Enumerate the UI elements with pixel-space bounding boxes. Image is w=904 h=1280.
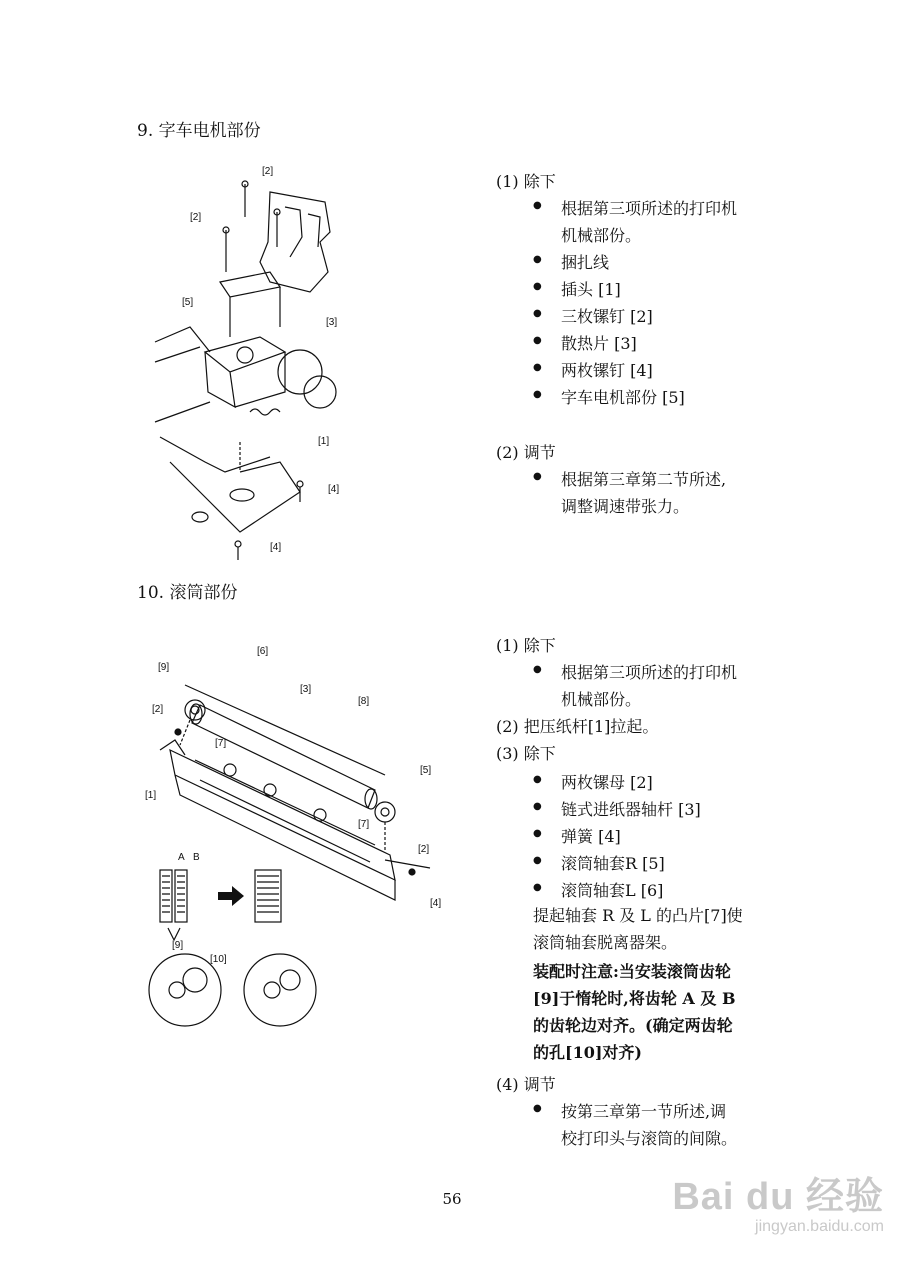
s10-step4-bullet: ● 按第三章第一节所述,调	[533, 1099, 698, 1122]
s10-step3-note-line1: 提起轴套 R 及 L 的凸片[7]使	[533, 906, 743, 925]
platen-figure	[140, 640, 450, 1035]
section-10-heading: 10. 滚筒部份	[137, 583, 238, 603]
section-9-heading: 9. 字车电机部份	[137, 121, 261, 141]
fig10-label-5: [5]	[420, 765, 432, 776]
fig10-label-4: [4]	[430, 898, 442, 909]
s9-step1-bullet-6: ● 两枚镙钉 [4]	[533, 358, 625, 381]
fig10-label-B: B	[193, 852, 200, 863]
fig10-label-3: [3]	[300, 684, 312, 695]
fig9-label-4b: [4]	[270, 542, 282, 553]
s10-assembly-note-line4: 的孔[10]对齐)	[533, 1043, 642, 1062]
fig9-label-3: [3]	[326, 317, 338, 328]
s9-step1-bullet-4: ● 三枚镙钉 [2]	[533, 304, 625, 327]
s10-step1-bullet-cont: 机械部份。	[561, 690, 642, 709]
fig10-label-A: A	[178, 852, 185, 863]
s9-step1-bullet-1-cont: 机械部份。	[561, 226, 642, 245]
s10-step-2: (2) 把压纸杆[1]拉起。	[496, 717, 659, 736]
s10-step1-bullet: ● 根据第三项所述的打印机	[533, 660, 709, 683]
s10-assembly-note-line1: 装配时注意:当安装滚筒齿轮	[533, 962, 731, 981]
fig10-label-10: [10]	[210, 954, 227, 965]
fig10-label-6: [6]	[257, 646, 269, 657]
s10-assembly-note-line3: 的齿轮边对齐。(确定两齿轮	[533, 1016, 733, 1035]
fig10-label-7a: [7]	[215, 738, 227, 749]
fig10-label-2a: [2]	[152, 704, 164, 715]
fig10-label-2b: [2]	[418, 844, 430, 855]
fig10-label-9b: [9]	[172, 940, 184, 951]
s9-step1-bullet-2: ● 捆扎线	[533, 250, 581, 273]
fig9-label-4a: [4]	[328, 484, 340, 495]
fig9-label-5: [5]	[182, 297, 194, 308]
s10-step-1: (1) 除下	[496, 636, 556, 655]
fig9-label-2b: [2]	[190, 212, 202, 223]
baidu-watermark	[672, 1165, 884, 1236]
fig10-label-8: [8]	[358, 696, 370, 707]
watermark-url: jingyan.baidu.com	[755, 1218, 884, 1235]
carriage-motor-figure	[150, 162, 360, 562]
s9-step2-bullet-1-cont: 调整调速带张力。	[561, 497, 690, 516]
fig10-label-7b: [7]	[358, 819, 370, 830]
s10-step-4: (4) 调节	[496, 1075, 556, 1094]
s10-step3-bullet-4: ● 滚筒轴套R [5]	[533, 851, 637, 874]
watermark-main: Bai du 经验	[672, 1176, 884, 1218]
s10-step3-bullet-1: ● 两枚镙母 [2]	[533, 770, 625, 793]
s9-step2-bullet-1: ● 根据第三章第二节所述,	[533, 467, 698, 490]
s9-step-1: (1) 除下	[496, 172, 556, 191]
page-number: 56	[442, 1190, 462, 1208]
s10-assembly-note-line2: [9]于惰轮时,将齿轮 A 及 B	[533, 989, 736, 1008]
fig10-label-9: [9]	[158, 662, 170, 673]
fig9-label-1: [1]	[318, 436, 330, 447]
s10-step3-bullet-3: ● 弹簧 [4]	[533, 824, 593, 847]
s9-step1-bullet-3: ● 插头 [1]	[533, 277, 593, 300]
s9-step1-bullet-1: ● 根据第三项所述的打印机	[533, 196, 709, 219]
s10-step3-bullet-5: ● 滚筒轴套L [6]	[533, 878, 635, 901]
s9-step1-bullet-7: ● 字车电机部份 [5]	[533, 385, 657, 408]
s9-step1-bullet-5: ● 散热片 [3]	[533, 331, 609, 354]
s10-step3-bullet-2: ● 链式进纸器轴杆 [3]	[533, 797, 673, 820]
fig9-label-2a: [2]	[262, 166, 274, 177]
s9-step-2: (2) 调节	[496, 443, 556, 462]
s10-step4-bullet-cont: 校打印头与滚筒的间隙。	[561, 1129, 738, 1148]
s10-step3-note-line2: 滚筒轴套脱离器架。	[533, 933, 678, 952]
s10-step-3: (3) 除下	[496, 744, 556, 763]
fig10-label-1: [1]	[145, 790, 157, 801]
